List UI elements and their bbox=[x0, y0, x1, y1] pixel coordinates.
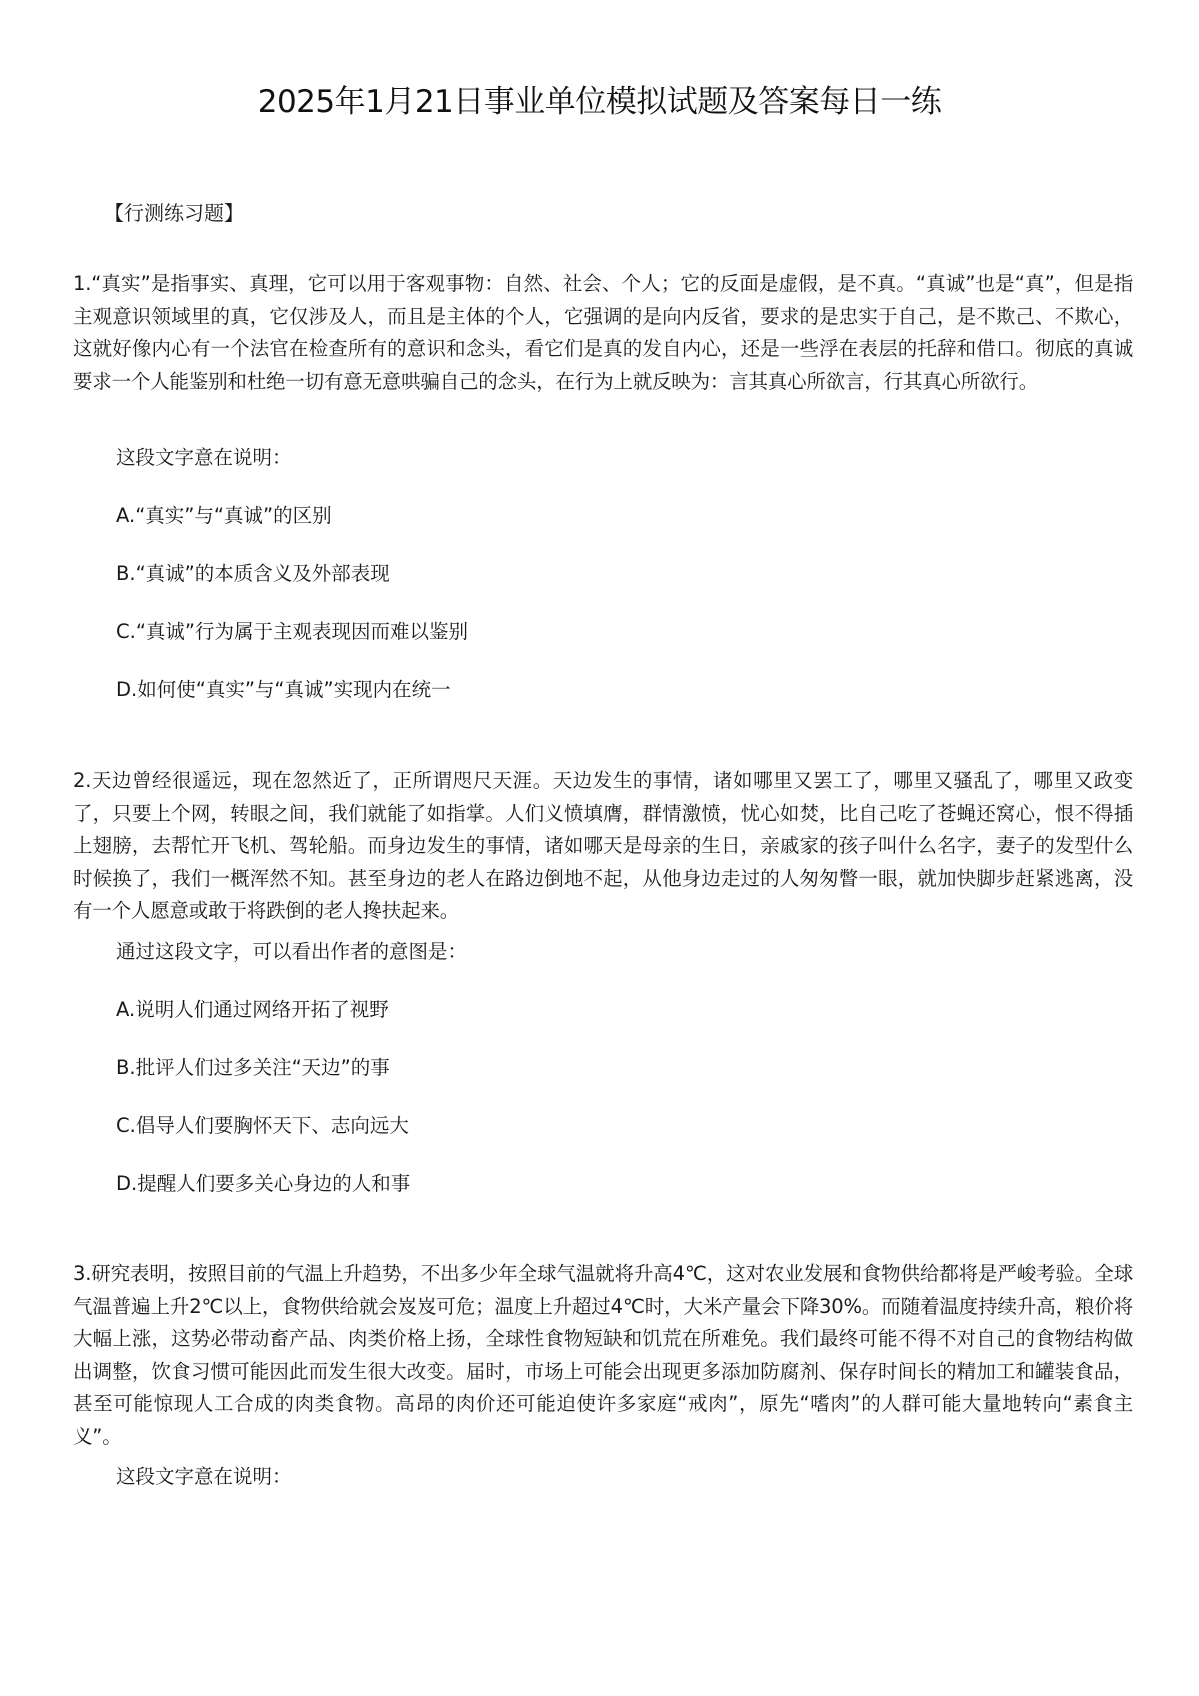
question-1-stem: 1.“真实”是指事实、真理，它可以用于客观事物：自然、社会、个人；它的反面是虚假，是不真。“真诚”也是“真”，但是指主观意识领域里的真，它仅涉及人，而且是主体的个人，它强调的是向内反省，要求的是忠实于自己，是不欺己、不欺心，这就好像内心有一个法官在检查所有的意识和念头，看它们是真的发自内心，还是一些浮在表层的托辞和借口。彻底的真诚要求一个人能鉴别和杜绝一切有意无意哄骗自己的念头，在行为上就反映为：言其真心所欲言，行其真心所欲行。 bbox=[73, 272, 1133, 393]
question-2-prompt: 通过这段文字，可以看出作者的意图是： bbox=[116, 940, 468, 963]
question-2-stem: 2.天边曾经很遥远，现在忽然近了，正所谓咫尺天涯。天边发生的事情，诸如哪里又罢工了，哪里又骚乱了，哪里又政变了，只要上个网，转眼之间，我们就能了如指掌。人们义愤填膺，群情激愤，忧心如焚，比自己吃了苍蝇还窝心，恨不得插上翅膀，去帮忙开飞机、驾轮船。而身边发生的事情，诸如哪天是母亲的生日，亲戚家的孩子叫什么名字，妻子的发型什么时候换了，我们一概浑然不知。甚至身边的老人在路边倒地不起，从他身边走过的人匆匆瞥一眼，就加快脚步赶紧逃离，没有一个人愿意或敢于将跌倒的老人搀扶起来。 bbox=[73, 769, 1133, 922]
question-1-option-c: C.“真诚”行为属于主观表现因而难以鉴别 bbox=[116, 620, 469, 643]
question-3-prompt: 这段文字意在说明： bbox=[116, 1465, 292, 1488]
question-2-option-a: A.说明人们通过网络开拓了视野 bbox=[116, 998, 389, 1021]
question-2-option-d: D.提醒人们要多关心身边的人和事 bbox=[116, 1172, 411, 1195]
document-title: 2025年1月21日事业单位模拟试题及答案每日一练 bbox=[257, 84, 942, 120]
question-1-prompt: 这段文字意在说明： bbox=[116, 446, 292, 469]
question-1-option-b: B.“真诚”的本质含义及外部表现 bbox=[116, 562, 390, 585]
section-heading: 【行测练习题】 bbox=[104, 201, 244, 225]
question-2-option-b: B.批评人们过多关注“天边”的事 bbox=[116, 1056, 390, 1079]
question-2-option-c: C.倡导人们要胸怀天下、志向远大 bbox=[116, 1114, 409, 1137]
question-1-option-d: D.如何使“真实”与“真诚”实现内在统一 bbox=[116, 678, 451, 701]
question-1-option-a: A.“真实”与“真诚”的区别 bbox=[116, 504, 332, 527]
question-3-stem: 3.研究表明，按照目前的气温上升趋势，不出多少年全球气温就将升高4℃，这对农业发展和食物供给都将是严峻考验。全球气温普遍上升2℃以上，食物供给就会岌岌可危；温度上升超过4℃时，大米产量会下降30%。而随着温度持续升高，粮价将大幅上涨，这势必带动畜产品、肉类价格上扬，全球性食物短缺和饥荒在所难免。我们最终可能不得不对自己的食物结构做出调整，饮食习惯可能因此而发生很大改变。届时，市场上可能会出现更多添加防腐剂、保存时间长的精加工和罐装食品，甚至可能惊现人工合成的肉类食物。高昂的肉价还可能迫使许多家庭“戒肉”，原先“嗜肉”的人群可能大量地转向“素食主义”。 bbox=[73, 1262, 1133, 1448]
